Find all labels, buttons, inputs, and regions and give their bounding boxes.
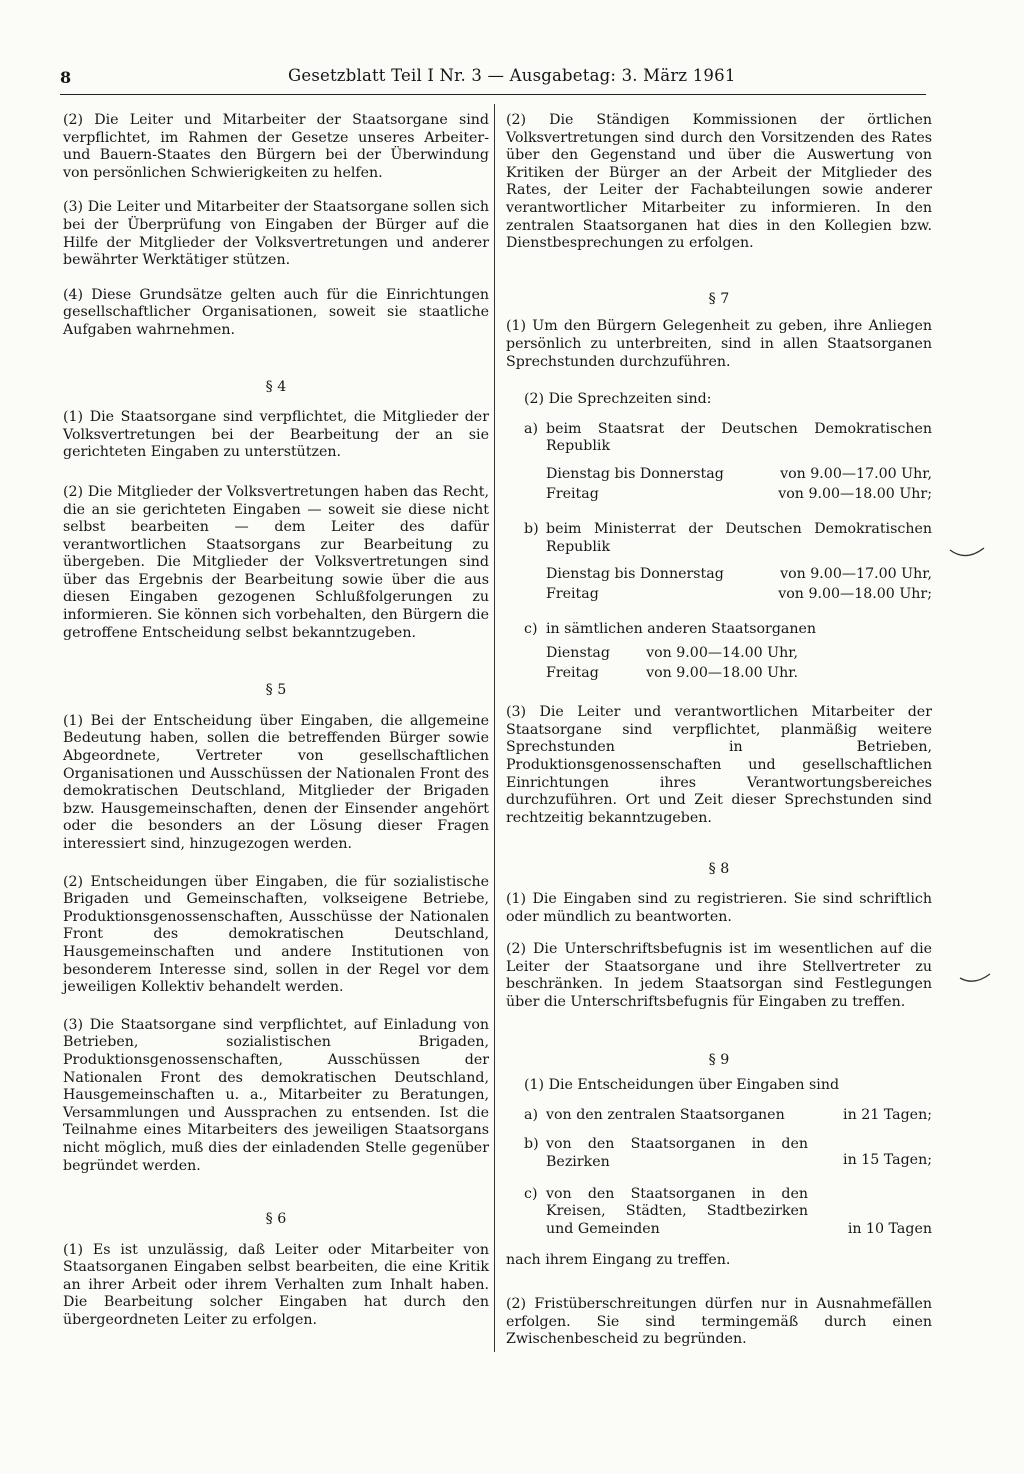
s9-item-a [524, 1107, 932, 1125]
section-heading-8: § 8 [708, 861, 730, 878]
s7-b-row-2 [546, 586, 932, 604]
paragraph-s3-4: (4) Diese Grundsätze gelten auch für die Einrichtungen gesellschaftlicher Organisationen, soweit sie staatliche Aufgaben wahrnehmen. [63, 286, 489, 338]
s7-a-row-2 [546, 486, 932, 504]
section-heading-5: § 5 [265, 682, 287, 699]
section-heading-7: § 7 [708, 290, 730, 307]
margin-mark-1 [948, 544, 988, 564]
s9-item-b-deadline: in 15 Tagen; [843, 1151, 932, 1168]
s9-item-c-deadline: in 10 Tagen [847, 1220, 932, 1237]
paragraph-s4-1: (1) Die Staatsorgane sind verpflichtet, die Mitglieder der Volksvertretungen bei der Bearbeitung der an sie gerichteten Eingaben zu unterstützen. [63, 409, 489, 461]
paragraph-s9-1: (1) Die Entscheidungen über Eingaben sind [524, 1077, 840, 1094]
page-number: 8 [60, 68, 72, 87]
s7-b-row-1 [546, 566, 932, 584]
s7-item-a-label: a) [524, 420, 538, 437]
paragraph-s9-tail: nach ihrem Eingang zu treffen. [506, 1252, 731, 1269]
paragraph-s3-2: (2) Die Leiter und Mitarbeiter der Staatsorgane sind verpflichtet, im Rahmen der Gesetze unseres Arbeiter- und Bauern-Staates den Bürgern bei der Überwindung von persönlichen Schwierigkeiten zu helfen. [63, 112, 489, 181]
s7-c-time-2: von 9.00—18.00 Uhr. [646, 664, 798, 681]
margin-mark-2 [958, 970, 994, 988]
s9-item-b-label: b) [524, 1136, 539, 1153]
s7-c-row-2 [546, 665, 798, 683]
header-rule [60, 94, 926, 95]
s9-item-a-label: a) [524, 1106, 538, 1123]
s9-item-a-deadline: in 21 Tagen; [843, 1106, 932, 1123]
paragraph-s5-1: (1) Bei der Entscheidung über Eingaben, die allgemeine Bedeutung haben, sollen die betreffenden Bürger sowie Abgeordnete, Vertreter von gesellschaftlichen Organisationen und Ausschüssen der Nationalen Front des demokratischen Deutschland, Mitglieder der Brigaden bzw. Hausgemeinschaften, denen der Einsender angehört oder die besonders an der Lösung dieser Fragen interessiert sind, hinzugezogen werden. [63, 712, 489, 852]
s7-a-row-1 [546, 466, 932, 484]
paragraph-s8-2: (2) Die Unterschriftsbefugnis ist im wesentlichen auf die Leiter der Staatsorgane und ihre Stellvertreter zu beschränken. In jedem Staatsorgan sind Festlegungen über die Unterschriftsbefugnis für Eingaben zu treffen. [506, 941, 932, 1010]
s9-item-b-text: von den Staatsorganen in den Bezirken [546, 1136, 808, 1170]
paragraph-s6-1: (1) Es ist unzulässig, daß Leiter oder Mitarbeiter von Staatsorganen Eingaben selbst bearbeiten, die eine Kritik an ihrer Arbeit oder ihrem Verhalten zum Inhalt haben. Die Bearbeitung solcher Eingaben hat durch den übergeordneten Leiter zu erfolgen. [63, 1241, 489, 1329]
s9-item-c-label: c) [524, 1185, 538, 1202]
s7-item-c-text: in sämtlichen anderen Staatsorganen [546, 621, 817, 638]
s9-item-a-text: von den zentralen Staatsorganen [546, 1106, 785, 1123]
s7-c-row-1 [546, 645, 798, 663]
s7-item-b [524, 521, 932, 556]
s7-item-c-label: c) [524, 621, 538, 638]
s7-c-day-1: Dienstag [546, 645, 610, 662]
s7-item-a [524, 421, 932, 456]
s7-b-time-1: von 9.00—17.00 Uhr, [780, 566, 932, 583]
paragraph-s6-2: (2) Die Ständigen Kommissionen der örtlichen Volksvertretungen sind durch den Vorsitzenden des Rates über den Gegenstand und über die Auswertung von Kritiken der Bürger an der Arbeit der Mitglieder des Rates, der Leiter der Fachabteilungen sowie anderer verantwortlicher Mitarbeiter zu informieren. In den zentralen Staatsorganen hat dies in den Kollegien bzw. Dienstbesprechungen zu erfolgen. [506, 112, 932, 252]
s9-item-b [524, 1136, 932, 1171]
paragraph-s5-2: (2) Entscheidungen über Eingaben, die für sozialistische Brigaden und Gemeinschaften, volkseigene Betriebe, Produktionsgenossenschaften, Ausschüsse der Nationalen Front des demokratischen Deutschland, Hausgemeinschaften und andere Institutionen von besonderem Interesse sind, sollen in der Regel vor dem jeweiligen Kollektiv behandelt werden. [63, 873, 489, 996]
paragraph-s8-1: (1) Die Eingaben sind zu registrieren. Sie sind schriftlich oder mündlich zu beantworten. [506, 891, 932, 925]
s7-a-day-1: Dienstag bis Donnerstag [546, 465, 724, 482]
section-heading-9: § 9 [708, 1051, 730, 1068]
s7-a-day-2: Freitag [546, 485, 599, 502]
paragraph-s7-2: (2) Die Sprechzeiten sind: [524, 391, 712, 408]
left-column [63, 112, 489, 1330]
s7-b-day-1: Dienstag bis Donnerstag [546, 566, 724, 583]
s7-item-b-label: b) [524, 521, 539, 538]
section-heading-6: § 6 [265, 1211, 287, 1228]
page-header-title: Gesetzblatt Teil I Nr. 3 — Ausgabetag: 3. März 1961 [288, 66, 736, 85]
s9-item-c-text: von den Staatsorganen in den Kreisen, Städten, Stadtbezirken und Gemeinden [546, 1185, 808, 1237]
s7-c-time-1: von 9.00—14.00 Uhr, [646, 645, 798, 662]
column-divider [494, 104, 495, 1352]
section-heading-4: § 4 [265, 378, 287, 395]
paragraph-s5-3: (3) Die Staatsorgane sind verpflichtet, auf Einladung von Betrieben, sozialistischen Brigaden, Produktionsgenossenschaften, Ausschüssen der Nationalen Front des demokratischen Deutschland, Hausgemeinschaften u. a., Mitarbeiter zu Beratungen, Versammlungen und Aussprachen zu entsenden. Ist die Teilnahme eines Mitarbeiters des jeweiligen Staatsorgans nicht möglich, muß dies der einladenden Stelle gegenüber begründet werden. [63, 1016, 489, 1174]
paragraph-s3-3: (3) Die Leiter und Mitarbeiter der Staatsorgane sollen sich bei der Überprüfung von Eingaben der Bürger auf die Hilfe der Mitglieder der Volksvertretungen und anderer bewährter Werktätiger stützen. [63, 199, 489, 269]
s7-item-c [524, 621, 932, 639]
paragraph-s4-2: (2) Die Mitglieder der Volksvertretungen haben das Recht, die an sie gerichteten Eingaben — soweit sie diese nicht selbst bearbeiten — dem Leiter des dafür verantwortlichen Staatsorgans zur Bearbeitung zu übergeben. Die Mitglieder der Volksvertretungen sind über das Ergebnis der Bearbeitung sowie über die aus diesen Eingaben gezogenen Schlußfolgerungen zu informieren. Sie können sich vorbehalten, den Bürgern die getroffene Entscheidung selbst bekanntzugeben. [63, 483, 489, 641]
s7-b-time-2: von 9.00—18.00 Uhr; [778, 585, 932, 602]
right-column [506, 112, 932, 1349]
s9-item-c [524, 1186, 932, 1239]
paragraph-s9-2: (2) Fristüberschreitungen dürfen nur in Ausnahmefällen erfolgen. Sie sind termingemäß durch einen Zwischenbescheid zu begründen. [506, 1295, 932, 1348]
s7-a-time-2: von 9.00—18.00 Uhr; [778, 485, 932, 502]
s7-item-b-text: beim Ministerrat der Deutschen Demokratischen Republik [546, 521, 932, 555]
paragraph-s7-1: (1) Um den Bürgern Gelegenheit zu geben, ihre Anliegen persönlich zu unterbreiten, sind in allen Staatsorganen Sprechstunden durchzuführen. [506, 318, 932, 370]
paragraph-s7-3: (3) Die Leiter und verantwortlichen Mitarbeiter der Staatsorgane sind verpflichtet, planmäßig weitere Sprechstunden in Betrieben, Produktionsgenossenschaften und gesellschaftlichen Einrichtungen ihres Verantwortungsbereiches durchzuführen. Ort und Zeit dieser Sprechstunden sind rechtzeitig bekanntzugeben. [506, 704, 932, 826]
s7-c-day-2: Freitag [546, 664, 599, 681]
s7-b-day-2: Freitag [546, 585, 599, 602]
s7-a-time-1: von 9.00—17.00 Uhr, [780, 465, 932, 482]
s7-item-a-text: beim Staatsrat der Deutschen Demokratischen Republik [546, 420, 932, 455]
